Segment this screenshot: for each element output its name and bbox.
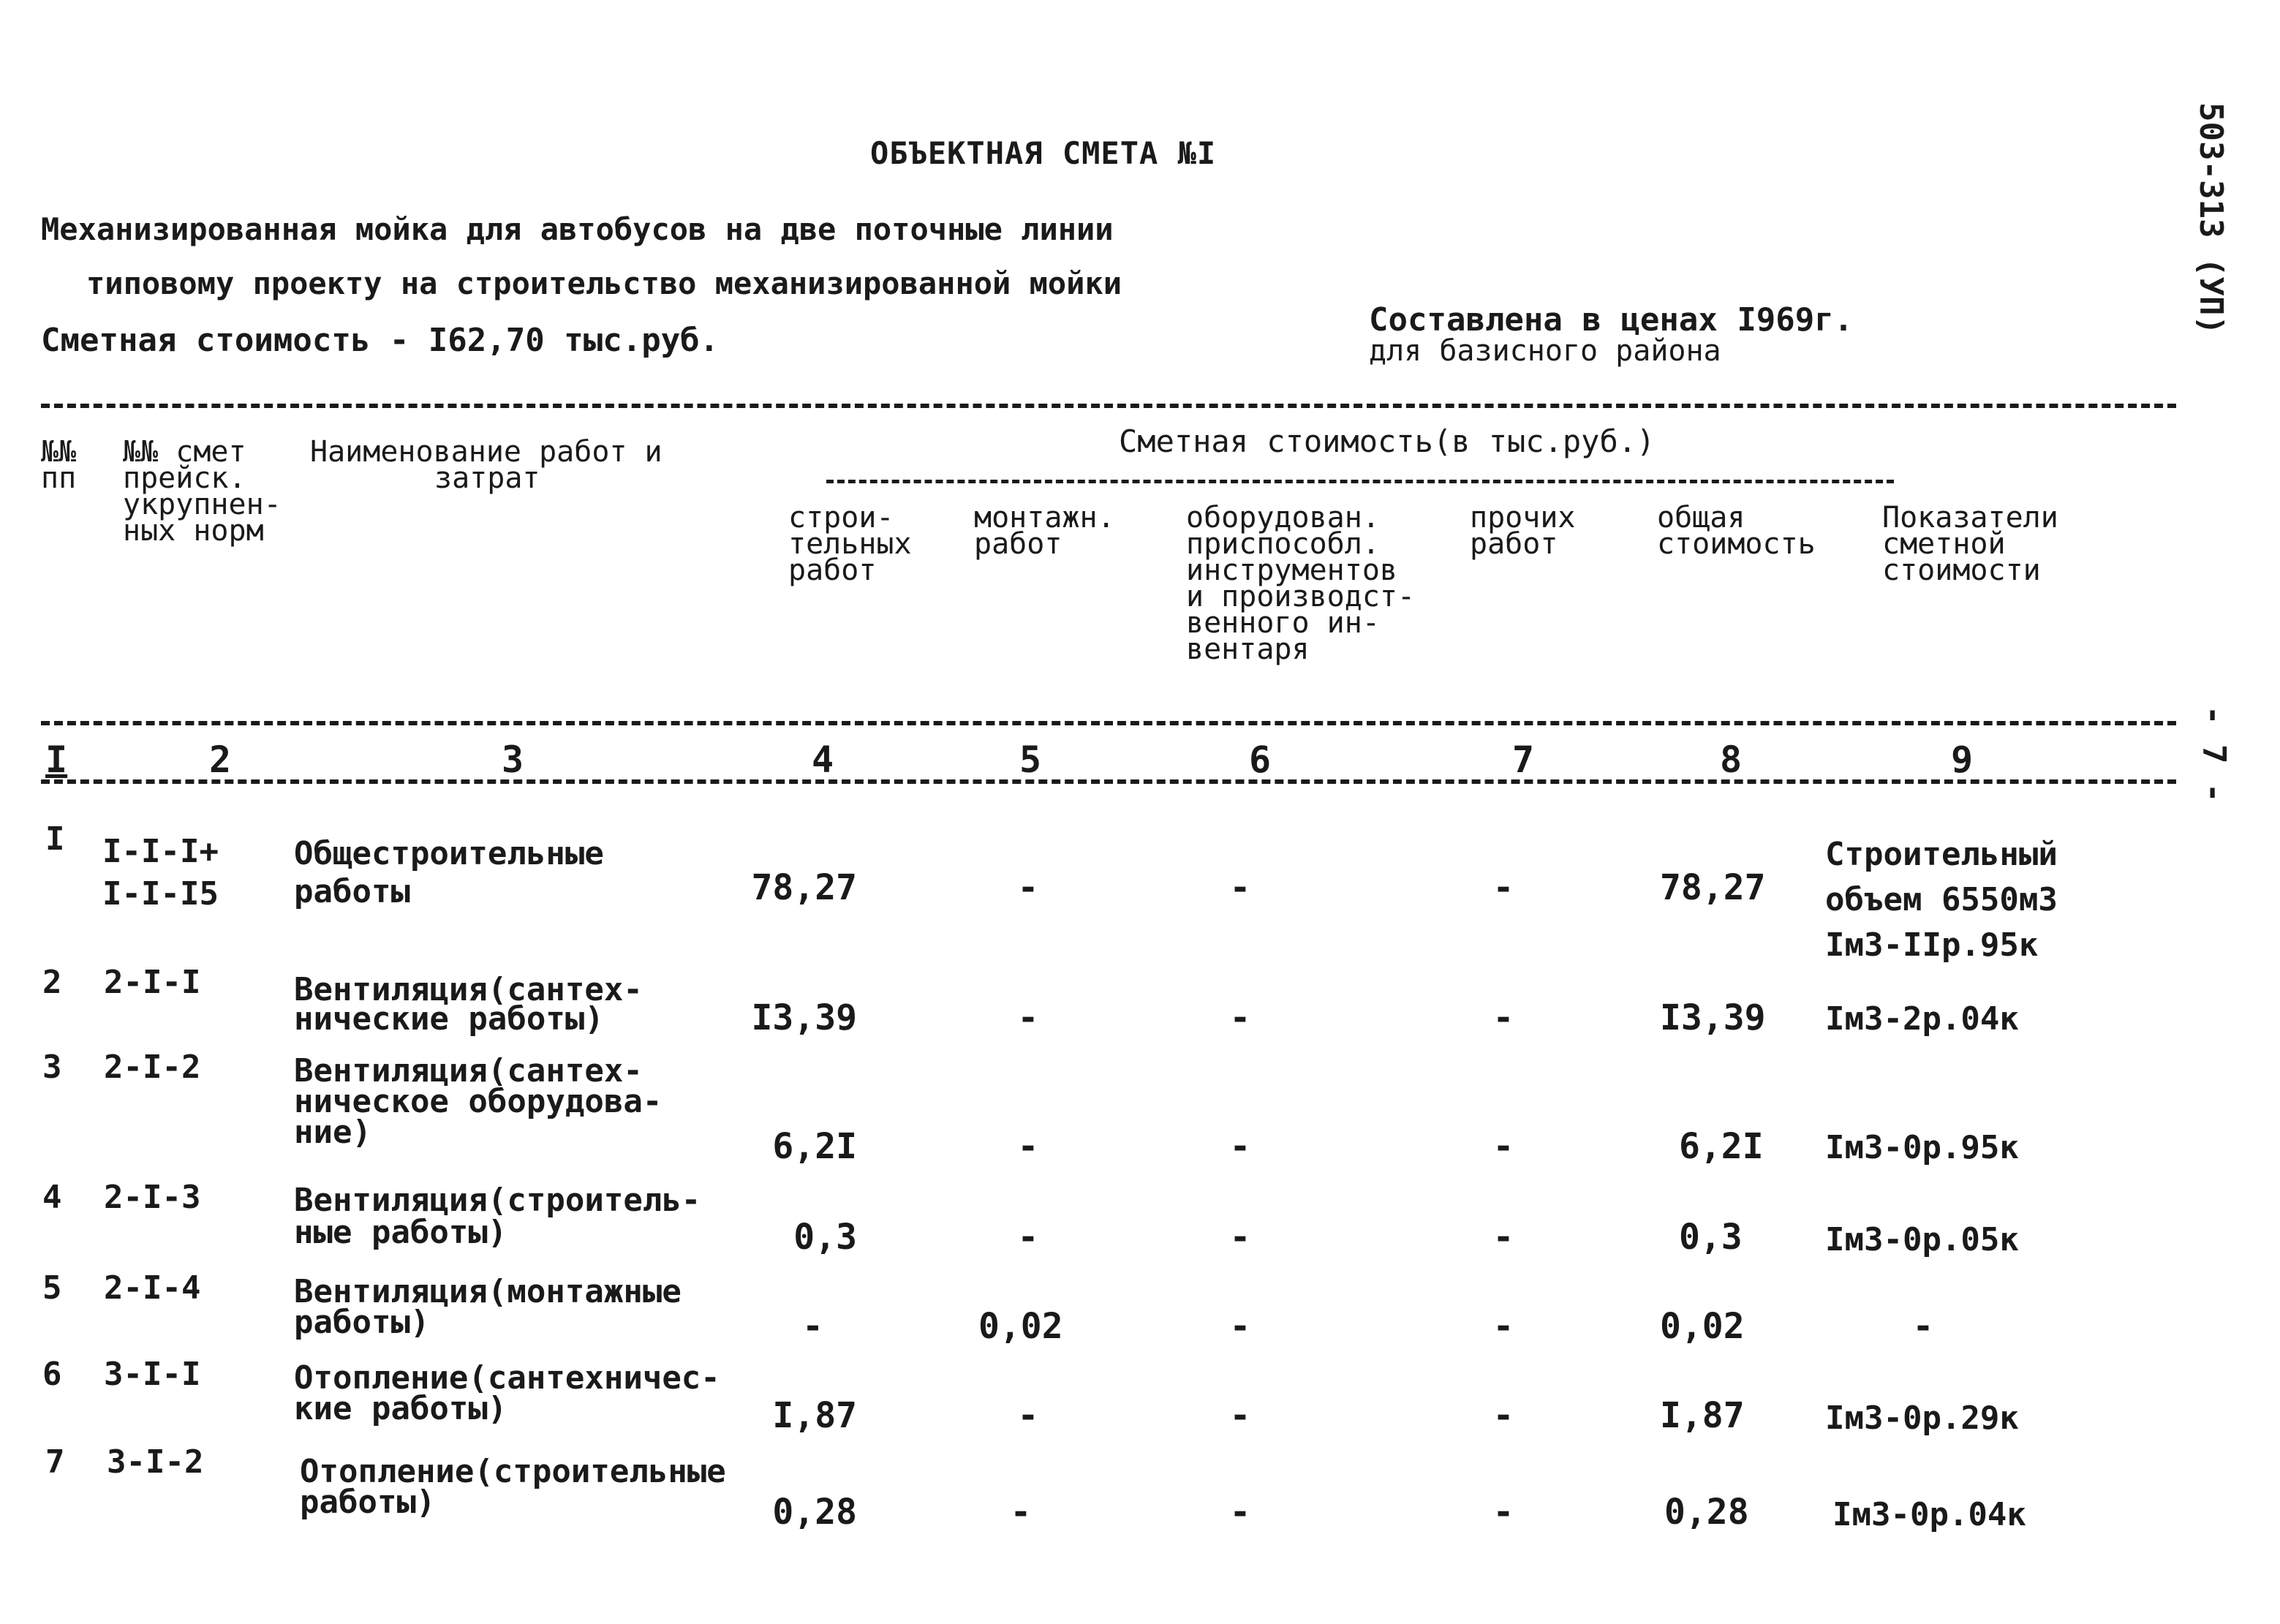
row-name: Вентиляция(сантех- ническое оборудова- ние) xyxy=(294,1052,663,1151)
cell-construction: 0,28 xyxy=(772,1492,857,1533)
rule-colnums-bottom xyxy=(41,779,2176,784)
cell-equipment: - xyxy=(1229,1395,1251,1436)
cell-equipment: - xyxy=(1229,1306,1251,1347)
header-col4: строи- тельных работ xyxy=(788,501,912,587)
row-code: 3-I-I xyxy=(104,1356,201,1393)
row-name: Отопление(строительные работы) xyxy=(300,1453,726,1521)
cell-total: 78,27 xyxy=(1660,867,1766,908)
cell-indicator: Iм3-0р.04к xyxy=(1832,1496,2026,1533)
cell-other: - xyxy=(1492,1126,1514,1167)
header-col3: Наименование работ и затрат xyxy=(310,435,663,495)
row-name: Отопление(сантехничес- кие работы) xyxy=(294,1359,720,1427)
cell-other: - xyxy=(1492,867,1514,908)
row-number: 4 xyxy=(42,1179,62,1216)
header-col9: Показатели сметной стоимости xyxy=(1882,501,2058,587)
colnum-8: 8 xyxy=(1720,739,1743,781)
header-col5: монтажн. работ xyxy=(974,501,1115,561)
row-name: Вентиляция(строитель- ные работы) xyxy=(294,1182,701,1251)
object-description-line1: Механизированная мойка для автобусов на две поточные линии xyxy=(41,211,1114,247)
header-cost-group: Сметная стоимость(в тыс.руб.) xyxy=(1119,423,1656,459)
object-description-line2: типовому проекту на строительство механизированной мойки xyxy=(86,265,1122,301)
header-col2: №№ смет прейск. укрупнен- ных норм xyxy=(123,435,282,548)
header-col8: общая стоимость xyxy=(1657,501,1816,561)
rule-group xyxy=(826,480,1894,483)
colnum-5: 5 xyxy=(1019,739,1042,781)
document-code: 503-313 (УП) xyxy=(2192,102,2230,335)
cell-construction: 0,3 xyxy=(793,1217,857,1258)
cell-other: - xyxy=(1492,1306,1514,1347)
cell-total: I,87 xyxy=(1660,1395,1745,1436)
cell-other: - xyxy=(1492,997,1514,1038)
row-code: 2-I-4 xyxy=(104,1269,201,1307)
cell-total: I3,39 xyxy=(1660,997,1766,1038)
document-title: ОБЪЕКТНАЯ СМЕТА №I xyxy=(870,135,1217,171)
cell-construction: 78,27 xyxy=(751,867,857,908)
cell-construction: I3,39 xyxy=(751,997,857,1038)
cell-total: 0,28 xyxy=(1664,1492,1749,1533)
header-col6: оборудован. приспособл. инструментов и производст- венного ин- вентаря xyxy=(1186,501,1416,666)
row-code: I-I-I+ I-I-I5 xyxy=(102,833,219,913)
cell-construction: I,87 xyxy=(772,1395,857,1436)
row-code: 2-I-3 xyxy=(104,1179,201,1216)
cell-construction: 6,2I xyxy=(772,1126,857,1167)
page-number: - 7 - xyxy=(2195,706,2232,803)
cell-construction: - xyxy=(802,1306,823,1347)
colnum-3: 3 xyxy=(502,739,524,781)
prices-note-line2: для базисного района xyxy=(1369,334,1721,368)
cell-total: 0,3 xyxy=(1679,1217,1743,1258)
cell-installation: - xyxy=(1017,867,1039,908)
colnum-2: 2 xyxy=(209,739,232,781)
colnum-1: I xyxy=(45,739,68,781)
cell-equipment: - xyxy=(1229,867,1251,908)
cell-total: 6,2I xyxy=(1679,1126,1764,1167)
colnum-9: 9 xyxy=(1951,739,1974,781)
row-number: 7 xyxy=(45,1443,65,1481)
cell-installation: 0,02 xyxy=(978,1306,1063,1347)
cell-installation: - xyxy=(1017,1126,1039,1167)
row-name: Вентиляция(сантех- нические работы) xyxy=(294,971,643,1038)
header-col7: прочих работ xyxy=(1470,501,1576,561)
cell-equipment: - xyxy=(1229,1126,1251,1167)
row-number: I xyxy=(45,820,65,858)
cell-other: - xyxy=(1492,1492,1514,1533)
row-code: 2-I-2 xyxy=(104,1049,201,1086)
cell-indicator: Iм3-0р.29к xyxy=(1825,1400,2019,1437)
cell-indicator: Строительный объем 6550м3 Iм3-IIр.95к xyxy=(1825,836,2058,964)
colnum-6: 6 xyxy=(1249,739,1272,781)
row-name: Вентиляция(монтажные работы) xyxy=(294,1273,682,1341)
row-number: 5 xyxy=(42,1269,62,1307)
cell-installation: - xyxy=(1017,997,1039,1038)
cell-other: - xyxy=(1492,1395,1514,1436)
row-number: 2 xyxy=(42,964,62,1001)
cell-other: - xyxy=(1492,1217,1514,1258)
rule-top xyxy=(41,404,2176,408)
cell-total: 0,02 xyxy=(1660,1306,1745,1347)
estimated-cost: Сметная стоимость - I62,70 тыс.руб. xyxy=(41,322,720,359)
row-number: 6 xyxy=(42,1356,62,1393)
rule-header-bottom xyxy=(41,721,2176,725)
colnum-4: 4 xyxy=(812,739,834,781)
header-col1: №№ пп xyxy=(41,435,77,495)
cell-indicator: Iм3-0р.95к xyxy=(1825,1129,2019,1166)
cell-installation: - xyxy=(1010,1492,1032,1533)
cell-indicator: Iм3-2р.04к xyxy=(1825,1000,2019,1038)
prices-note-line1: Составлена в ценах I969г. xyxy=(1369,301,1854,339)
row-code: 3-I-2 xyxy=(107,1443,204,1481)
cell-indicator: Iм3-0р.05к xyxy=(1825,1221,2019,1258)
cell-equipment: - xyxy=(1229,1492,1251,1533)
row-number: 3 xyxy=(42,1049,62,1086)
colnum-7: 7 xyxy=(1512,739,1535,781)
row-name: Общестроительные работы xyxy=(294,835,604,910)
cell-equipment: - xyxy=(1229,1217,1251,1258)
row-code: 2-I-I xyxy=(104,964,201,1001)
cell-indicator: - xyxy=(1912,1306,1934,1347)
cell-installation: - xyxy=(1017,1217,1039,1258)
cell-equipment: - xyxy=(1229,997,1251,1038)
cell-installation: - xyxy=(1017,1395,1039,1436)
